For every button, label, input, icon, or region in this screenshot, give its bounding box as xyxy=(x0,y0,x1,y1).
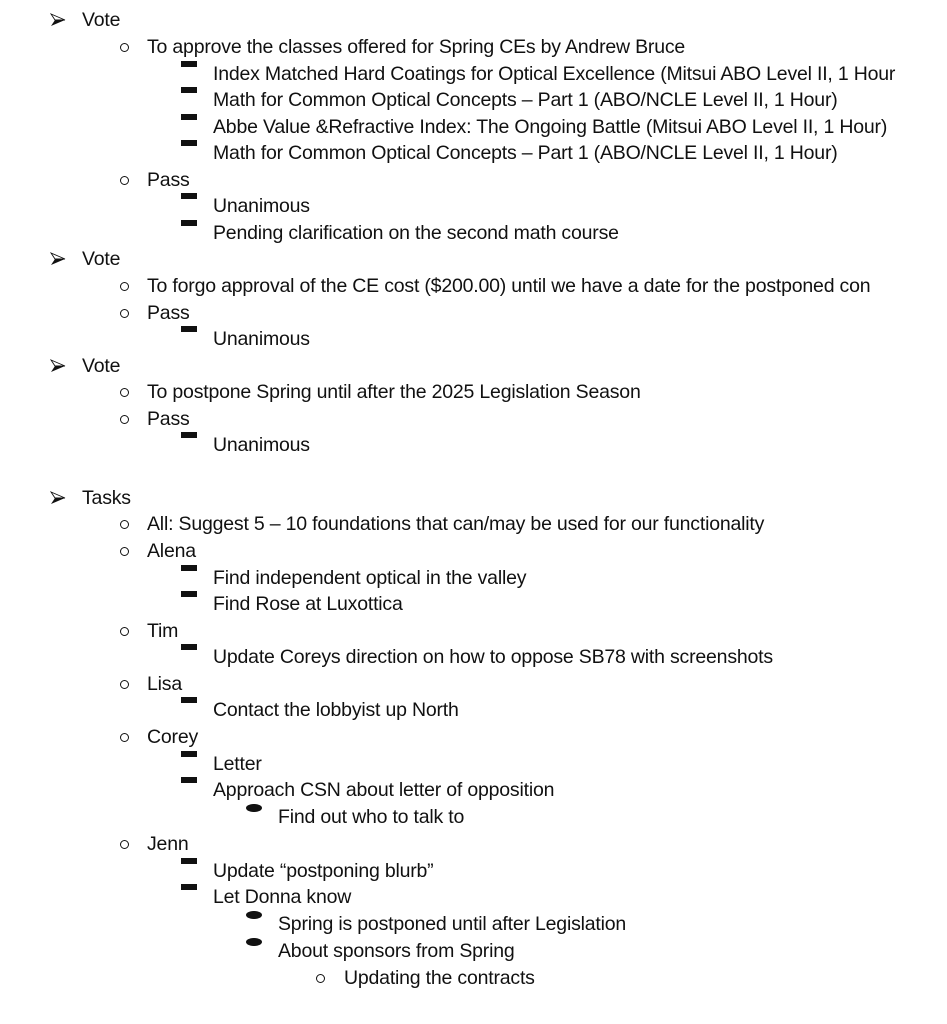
list-item-text: Let Donna know xyxy=(213,886,352,908)
arrow-bullet-icon xyxy=(50,246,66,272)
list-item-text: Update Coreys direction on how to oppose SB78 with screenshots xyxy=(213,646,773,668)
list-item-text: Unanimous xyxy=(213,328,310,350)
square-bullet-icon xyxy=(181,220,197,226)
list-item-text: Update “postponing blurb” xyxy=(213,860,434,882)
list-item-text: Updating the contracts xyxy=(344,967,535,989)
square-bullet-icon xyxy=(181,697,197,703)
square-bullet-icon xyxy=(181,114,197,120)
square-bullet-icon xyxy=(181,565,197,571)
hollow-circle-bullet-icon xyxy=(116,406,132,432)
hollow-circle-bullet-icon xyxy=(116,618,132,644)
arrow-bullet-icon xyxy=(50,353,66,379)
list-item-text: Spring is postponed until after Legislation xyxy=(278,913,627,935)
square-bullet-icon xyxy=(181,326,197,332)
list-item-text: Unanimous xyxy=(213,195,310,217)
square-bullet-icon xyxy=(181,777,197,783)
hollow-circle-bullet-icon xyxy=(116,511,132,537)
hollow-circle-bullet-icon xyxy=(116,34,132,60)
list-item-text: Approach CSN about letter of opposition xyxy=(213,779,555,801)
list-item-text: Alena xyxy=(147,540,196,562)
square-bullet-icon xyxy=(181,193,197,199)
list-item-text: Tasks xyxy=(82,487,131,509)
list-item-text: To approve the classes offered for Spring CEs by Andrew Bruce xyxy=(147,36,686,58)
list-item-text: Find independent optical in the valley xyxy=(213,567,527,589)
hollow-circle-bullet-icon xyxy=(312,965,328,991)
square-bullet-icon xyxy=(181,87,197,93)
square-bullet-icon xyxy=(181,61,197,67)
hollow-circle-bullet-icon xyxy=(116,167,132,193)
list-item-text: Jenn xyxy=(147,833,189,855)
square-bullet-icon xyxy=(181,858,197,864)
hollow-circle-bullet-icon xyxy=(116,300,132,326)
hollow-circle-bullet-icon xyxy=(116,273,132,299)
square-bullet-icon xyxy=(181,432,197,438)
list-item-text: Corey xyxy=(147,726,199,748)
list-item-text: Vote xyxy=(82,9,121,31)
list-item-text: Tim xyxy=(147,620,179,642)
list-item-text: To postpone Spring until after the 2025 Legislation Season xyxy=(147,381,641,403)
square-bullet-icon xyxy=(181,140,197,146)
list-item-text: Abbe Value &Refractive Index: The Ongoing Battle (Mitsui ABO Level II, 1 Hour) xyxy=(213,116,888,138)
list-item-text: All: Suggest 5 – 10 foundations that can/may be used for our functionality xyxy=(147,513,765,535)
square-bullet-icon xyxy=(181,591,197,597)
list-item-text: Math for Common Optical Concepts – Part 1 (ABO/NCLE Level II, 1 Hour) xyxy=(213,89,838,111)
arrow-bullet-icon xyxy=(50,485,66,511)
list-item-text: Vote xyxy=(82,248,121,270)
disc-bullet-icon xyxy=(246,804,262,812)
list-item-text: To forgo approval of the CE cost ($200.00) until we have a date for the postponed con xyxy=(147,275,871,297)
list-item-text: Pass xyxy=(147,408,190,430)
list-item-text: Math for Common Optical Concepts – Part 1 (ABO/NCLE Level II, 1 Hour) xyxy=(213,142,838,164)
list-item-text: Vote xyxy=(82,355,121,377)
list-item-text: Pass xyxy=(147,169,190,191)
square-bullet-icon xyxy=(181,644,197,650)
disc-bullet-icon xyxy=(246,938,262,946)
list-item-text: Find out who to talk to xyxy=(278,806,465,828)
list-item-text: Letter xyxy=(213,753,262,775)
list-item-text: Unanimous xyxy=(213,434,310,456)
hollow-circle-bullet-icon xyxy=(116,831,132,857)
list-item-text: Index Matched Hard Coatings for Optical Excellence (Mitsui ABO Level II, 1 Hour xyxy=(213,63,896,85)
hollow-circle-bullet-icon xyxy=(116,671,132,697)
hollow-circle-bullet-icon xyxy=(116,379,132,405)
list-item-text: Contact the lobbyist up North xyxy=(213,699,459,721)
disc-bullet-icon xyxy=(246,911,262,919)
list-item-text: Find Rose at Luxottica xyxy=(213,593,403,615)
square-bullet-icon xyxy=(181,884,197,890)
hollow-circle-bullet-icon xyxy=(116,538,132,564)
arrow-bullet-icon xyxy=(50,7,66,33)
list-item-text: Pending clarification on the second math course xyxy=(213,222,619,244)
hollow-circle-bullet-icon xyxy=(116,724,132,750)
list-item-text: Lisa xyxy=(147,673,182,695)
list-item-text: About sponsors from Spring xyxy=(278,940,515,962)
square-bullet-icon xyxy=(181,751,197,757)
list-item-text: Pass xyxy=(147,302,190,324)
